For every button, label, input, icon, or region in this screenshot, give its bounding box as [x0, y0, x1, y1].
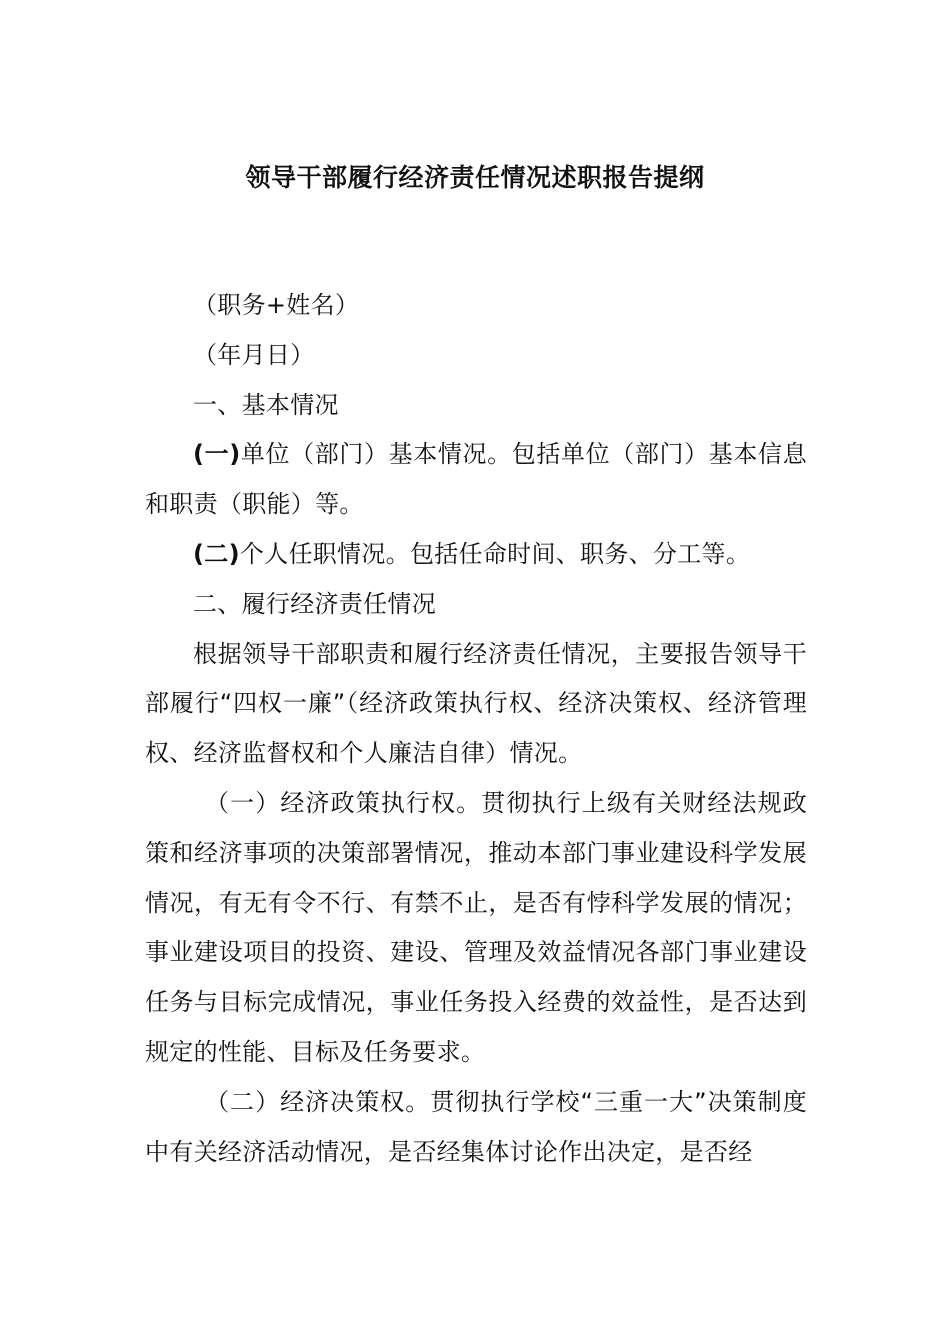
- section-2-item-1: （一）经济政策执行权。贯彻执行上级有关财经法规政策和经济事项的决策部署情况，推动本部门事业建设科学发展情况，有无有令不行、有禁不止，是否有悖科学发展的情况；事业建设项目的投资、建设、管理及效益情况各部门事业建设任务与目标完成情况，事业任务投入经费的效益性，是否达到规定的性能、目标及任务要求。: [145, 788, 807, 1066]
- section-1-item-1-text: 单位（部门）基本情况。包括单位（部门）基本信息和职责（职能）等。: [145, 440, 807, 519]
- section-1-item-2-prefix: (二): [193, 539, 240, 568]
- section-1-heading: 一、基本情况: [193, 390, 339, 419]
- document-body: [145, 281, 807, 1177]
- section-1-item-1-prefix: (一): [193, 440, 241, 469]
- section-1-item-2-text: 个人任职情况。包括任命时间、职务、分工等。: [239, 539, 751, 568]
- placeholder-date: （年月日）: [193, 340, 315, 369]
- section-2-item-2: （二）经济决策权。贯彻执行学校“三重一大”决策制度中有关经济活动情况，是否经集体讨论作出决定，是否经: [145, 1087, 807, 1166]
- document-title: 领导干部履行经济责任情况述职报告提纲: [245, 163, 705, 192]
- section-2-heading: 二、履行经济责任情况: [193, 589, 436, 618]
- section-2-intro: 根据领导干部职责和履行经济责任情况，主要报告领导干部履行“四权一廉”（经济政策执行权、经济决策权、经济管理权、经济监督权和个人廉洁自律）情况。: [145, 639, 807, 768]
- placeholder-name: （职务+姓名）: [193, 291, 360, 319]
- section-1-item-2: [145, 530, 807, 580]
- section-1-item-1: [145, 430, 807, 530]
